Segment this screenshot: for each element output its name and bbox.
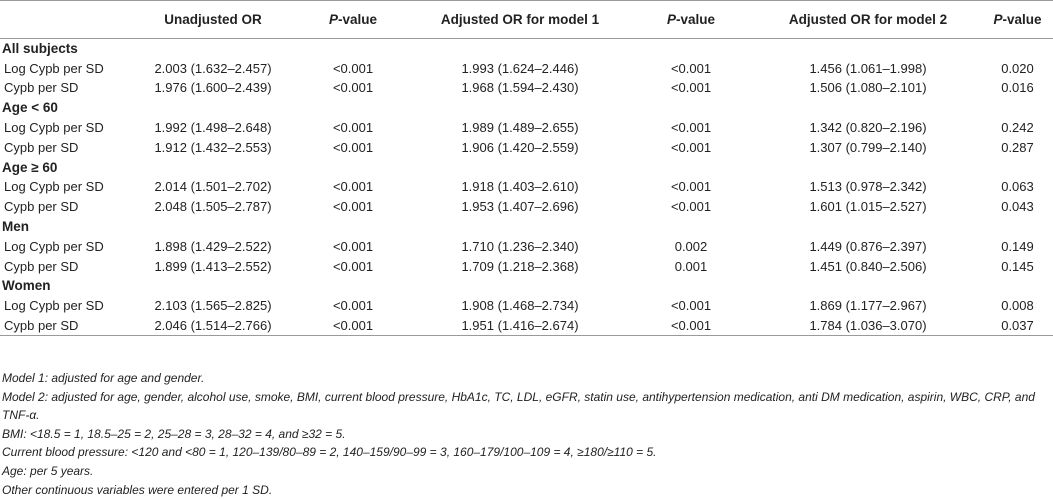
cell-p-value-2: <0.001 — [670, 120, 712, 136]
group-row — [0, 39, 1053, 59]
cell-p-value-2: <0.001 — [670, 60, 712, 76]
row-label: Cypb per SD — [4, 258, 79, 274]
table-row — [0, 58, 1053, 78]
group-title: All subjects — [2, 41, 78, 57]
cell-p-value-2: 0.002 — [674, 238, 708, 254]
table-row — [0, 78, 1053, 98]
table-body — [0, 39, 1053, 336]
cell-model-1-or: 1.993 (1.624–2.446) — [461, 60, 579, 76]
cell-p-value-1: <0.001 — [294, 316, 412, 336]
footnote-model-1: Model 1: adjusted for age and gender. — [2, 371, 205, 385]
cell-p-value-1: <0.001 — [332, 298, 374, 314]
cell-unadjusted-or: 2.003 (1.632–2.457) — [154, 60, 272, 76]
header-p-suffix: -value — [675, 12, 716, 27]
cell-p-value-3: 0.043 — [1001, 199, 1034, 215]
cell-model-2-or: 1.307 (0.799–2.140) — [809, 139, 927, 155]
cell-p-value-1: <0.001 — [332, 238, 374, 254]
cell-model-1-or: 1.953 (1.407–2.696) — [461, 199, 579, 215]
row-label: Cypb per SD — [0, 316, 132, 336]
cell-unadjusted-or: 2.046 (1.514–2.766) — [132, 316, 294, 336]
header-adjusted-model-1: Adjusted OR for model 1 — [412, 1, 628, 39]
group-title: Men — [2, 219, 29, 235]
cell-unadjusted-or: 1.898 (1.429–2.522) — [154, 238, 272, 254]
group-row — [0, 217, 1053, 237]
row-label: Log Cypb per SD — [4, 60, 104, 76]
table-footnotes — [2, 369, 1047, 499]
cell-p-value-3: 0.008 — [1001, 298, 1034, 314]
row-label: Cypb per SD — [4, 199, 79, 215]
header-p-letter: P — [328, 12, 338, 27]
cell-model-2-or: 1.449 (0.876–2.397) — [809, 238, 927, 254]
cell-model-2-or: 1.513 (0.978–2.342) — [809, 179, 927, 195]
cell-p-value-3: 0.242 — [1001, 120, 1034, 136]
group-title: Women — [2, 278, 51, 294]
group-row — [0, 276, 1053, 296]
cell-unadjusted-or: 1.899 (1.413–2.552) — [154, 258, 272, 274]
cell-p-value-3: 0.016 — [1001, 80, 1034, 96]
cell-p-value-3: 0.145 — [1001, 258, 1034, 274]
table-row — [0, 256, 1053, 276]
footnote-age: Age: per 5 years. — [2, 463, 94, 478]
header-p-letter: P — [666, 12, 676, 27]
cell-unadjusted-or: 2.014 (1.501–2.702) — [154, 179, 272, 195]
cell-p-value-1: <0.001 — [332, 199, 374, 215]
row-label: Log Cypb per SD — [4, 120, 104, 136]
cell-p-value-2: <0.001 — [670, 298, 712, 314]
table-row — [0, 316, 1053, 336]
table-row — [0, 236, 1053, 256]
cell-model-1-or: 1.918 (1.403–2.610) — [461, 179, 579, 195]
cell-p-value-3: 0.037 — [982, 316, 1053, 336]
cell-p-value-1: <0.001 — [332, 120, 374, 136]
cell-model-2-or: 1.601 (1.015–2.527) — [809, 199, 927, 215]
row-label: Cypb per SD — [4, 139, 79, 155]
cell-model-1-or: 1.710 (1.236–2.340) — [461, 238, 579, 254]
cell-model-1-or: 1.951 (1.416–2.674) — [412, 316, 628, 336]
cell-unadjusted-or: 1.976 (1.600–2.439) — [154, 80, 272, 96]
footnote-model-2: Model 2: adjusted for age, gender, alcohol use, smoke, BMI, current blood pressure, HbA1c, TC, LDL, eGFR, statin use, antihypertension medication, anti DM medication, aspirin, WBC, CRP, and TNF-α. — [2, 389, 1035, 423]
group-row — [0, 98, 1053, 118]
cell-unadjusted-or: 1.912 (1.432–2.553) — [154, 139, 272, 155]
cell-p-value-3: 0.287 — [1001, 139, 1034, 155]
footnote-continuous: Other continuous variables were entered per 1 SD. — [2, 482, 273, 497]
cell-p-value-1: <0.001 — [332, 258, 374, 274]
group-title: Age ≥ 60 — [2, 159, 58, 175]
cell-model-1-or: 1.906 (1.420–2.559) — [461, 139, 579, 155]
table-row — [0, 137, 1053, 157]
cell-p-value-3: 0.063 — [1001, 179, 1034, 195]
footnote-blood-pressure: Current blood pressure: <120 and <80 = 1, 120–139/80–89 = 2, 140–159/90–99 = 3, 160–179/100–109 = 4, ≥180/≥110 = 5. — [2, 445, 657, 460]
header-blank — [0, 1, 132, 39]
cell-unadjusted-or: 1.992 (1.498–2.648) — [154, 120, 272, 136]
cell-model-1-or: 1.709 (1.218–2.368) — [461, 258, 579, 274]
row-label: Cypb per SD — [4, 80, 79, 96]
header-adjusted-model-2: Adjusted OR for model 2 — [754, 1, 982, 39]
row-label: Log Cypb per SD — [4, 298, 104, 314]
group-row — [0, 157, 1053, 177]
cell-p-value-1: <0.001 — [332, 60, 374, 76]
cell-p-value-1: <0.001 — [332, 179, 374, 195]
table-row — [0, 177, 1053, 197]
group-title: Age < 60 — [2, 100, 58, 116]
cell-p-value-2: <0.001 — [670, 139, 712, 155]
header-row — [0, 1, 1053, 39]
cell-unadjusted-or: 2.048 (1.505–2.787) — [154, 199, 272, 215]
header-p-value-2 — [628, 1, 754, 39]
cell-p-value-2: <0.001 — [628, 316, 754, 336]
cell-model-1-or: 1.968 (1.594–2.430) — [461, 80, 579, 96]
header-unadjusted-or: Unadjusted OR — [132, 1, 294, 39]
cell-p-value-2: 0.001 — [674, 258, 708, 274]
cell-p-value-1: <0.001 — [332, 80, 374, 96]
table-row — [0, 197, 1053, 217]
cell-model-2-or: 1.451 (0.840–2.506) — [809, 258, 927, 274]
cell-model-1-or: 1.989 (1.489–2.655) — [461, 120, 579, 136]
table-row — [0, 118, 1053, 138]
row-label: Log Cypb per SD — [4, 238, 104, 254]
cell-p-value-3: 0.020 — [1001, 60, 1034, 76]
cell-model-2-or: 1.456 (1.061–1.998) — [809, 60, 927, 76]
cell-p-value-2: <0.001 — [670, 179, 712, 195]
header-p-suffix: -value — [337, 12, 378, 27]
cell-unadjusted-or: 2.103 (1.565–2.825) — [154, 298, 272, 314]
cell-p-value-2: <0.001 — [670, 80, 712, 96]
table-row — [0, 296, 1053, 316]
header-p-value-3 — [982, 1, 1053, 39]
footnote-bmi: BMI: <18.5 = 1, 18.5–25 = 2, 25–28 = 3, 28–32 = 4, and ≥32 = 5. — [2, 426, 346, 441]
cell-model-2-or: 1.869 (1.177–2.967) — [809, 298, 927, 314]
row-label: Log Cypb per SD — [4, 179, 104, 195]
cell-model-2-or: 1.506 (1.080–2.101) — [809, 80, 927, 96]
cell-model-2-or: 1.784 (1.036–3.070) — [754, 316, 982, 336]
cell-p-value-3: 0.149 — [1001, 238, 1034, 254]
header-p-letter: P — [993, 12, 1003, 27]
cell-p-value-1: <0.001 — [332, 139, 374, 155]
cell-model-1-or: 1.908 (1.468–2.734) — [461, 298, 579, 314]
header-p-suffix: -value — [1002, 12, 1042, 27]
cell-model-2-or: 1.342 (0.820–2.196) — [809, 120, 927, 136]
cell-p-value-2: <0.001 — [670, 199, 712, 215]
header-p-value-1 — [294, 1, 412, 39]
